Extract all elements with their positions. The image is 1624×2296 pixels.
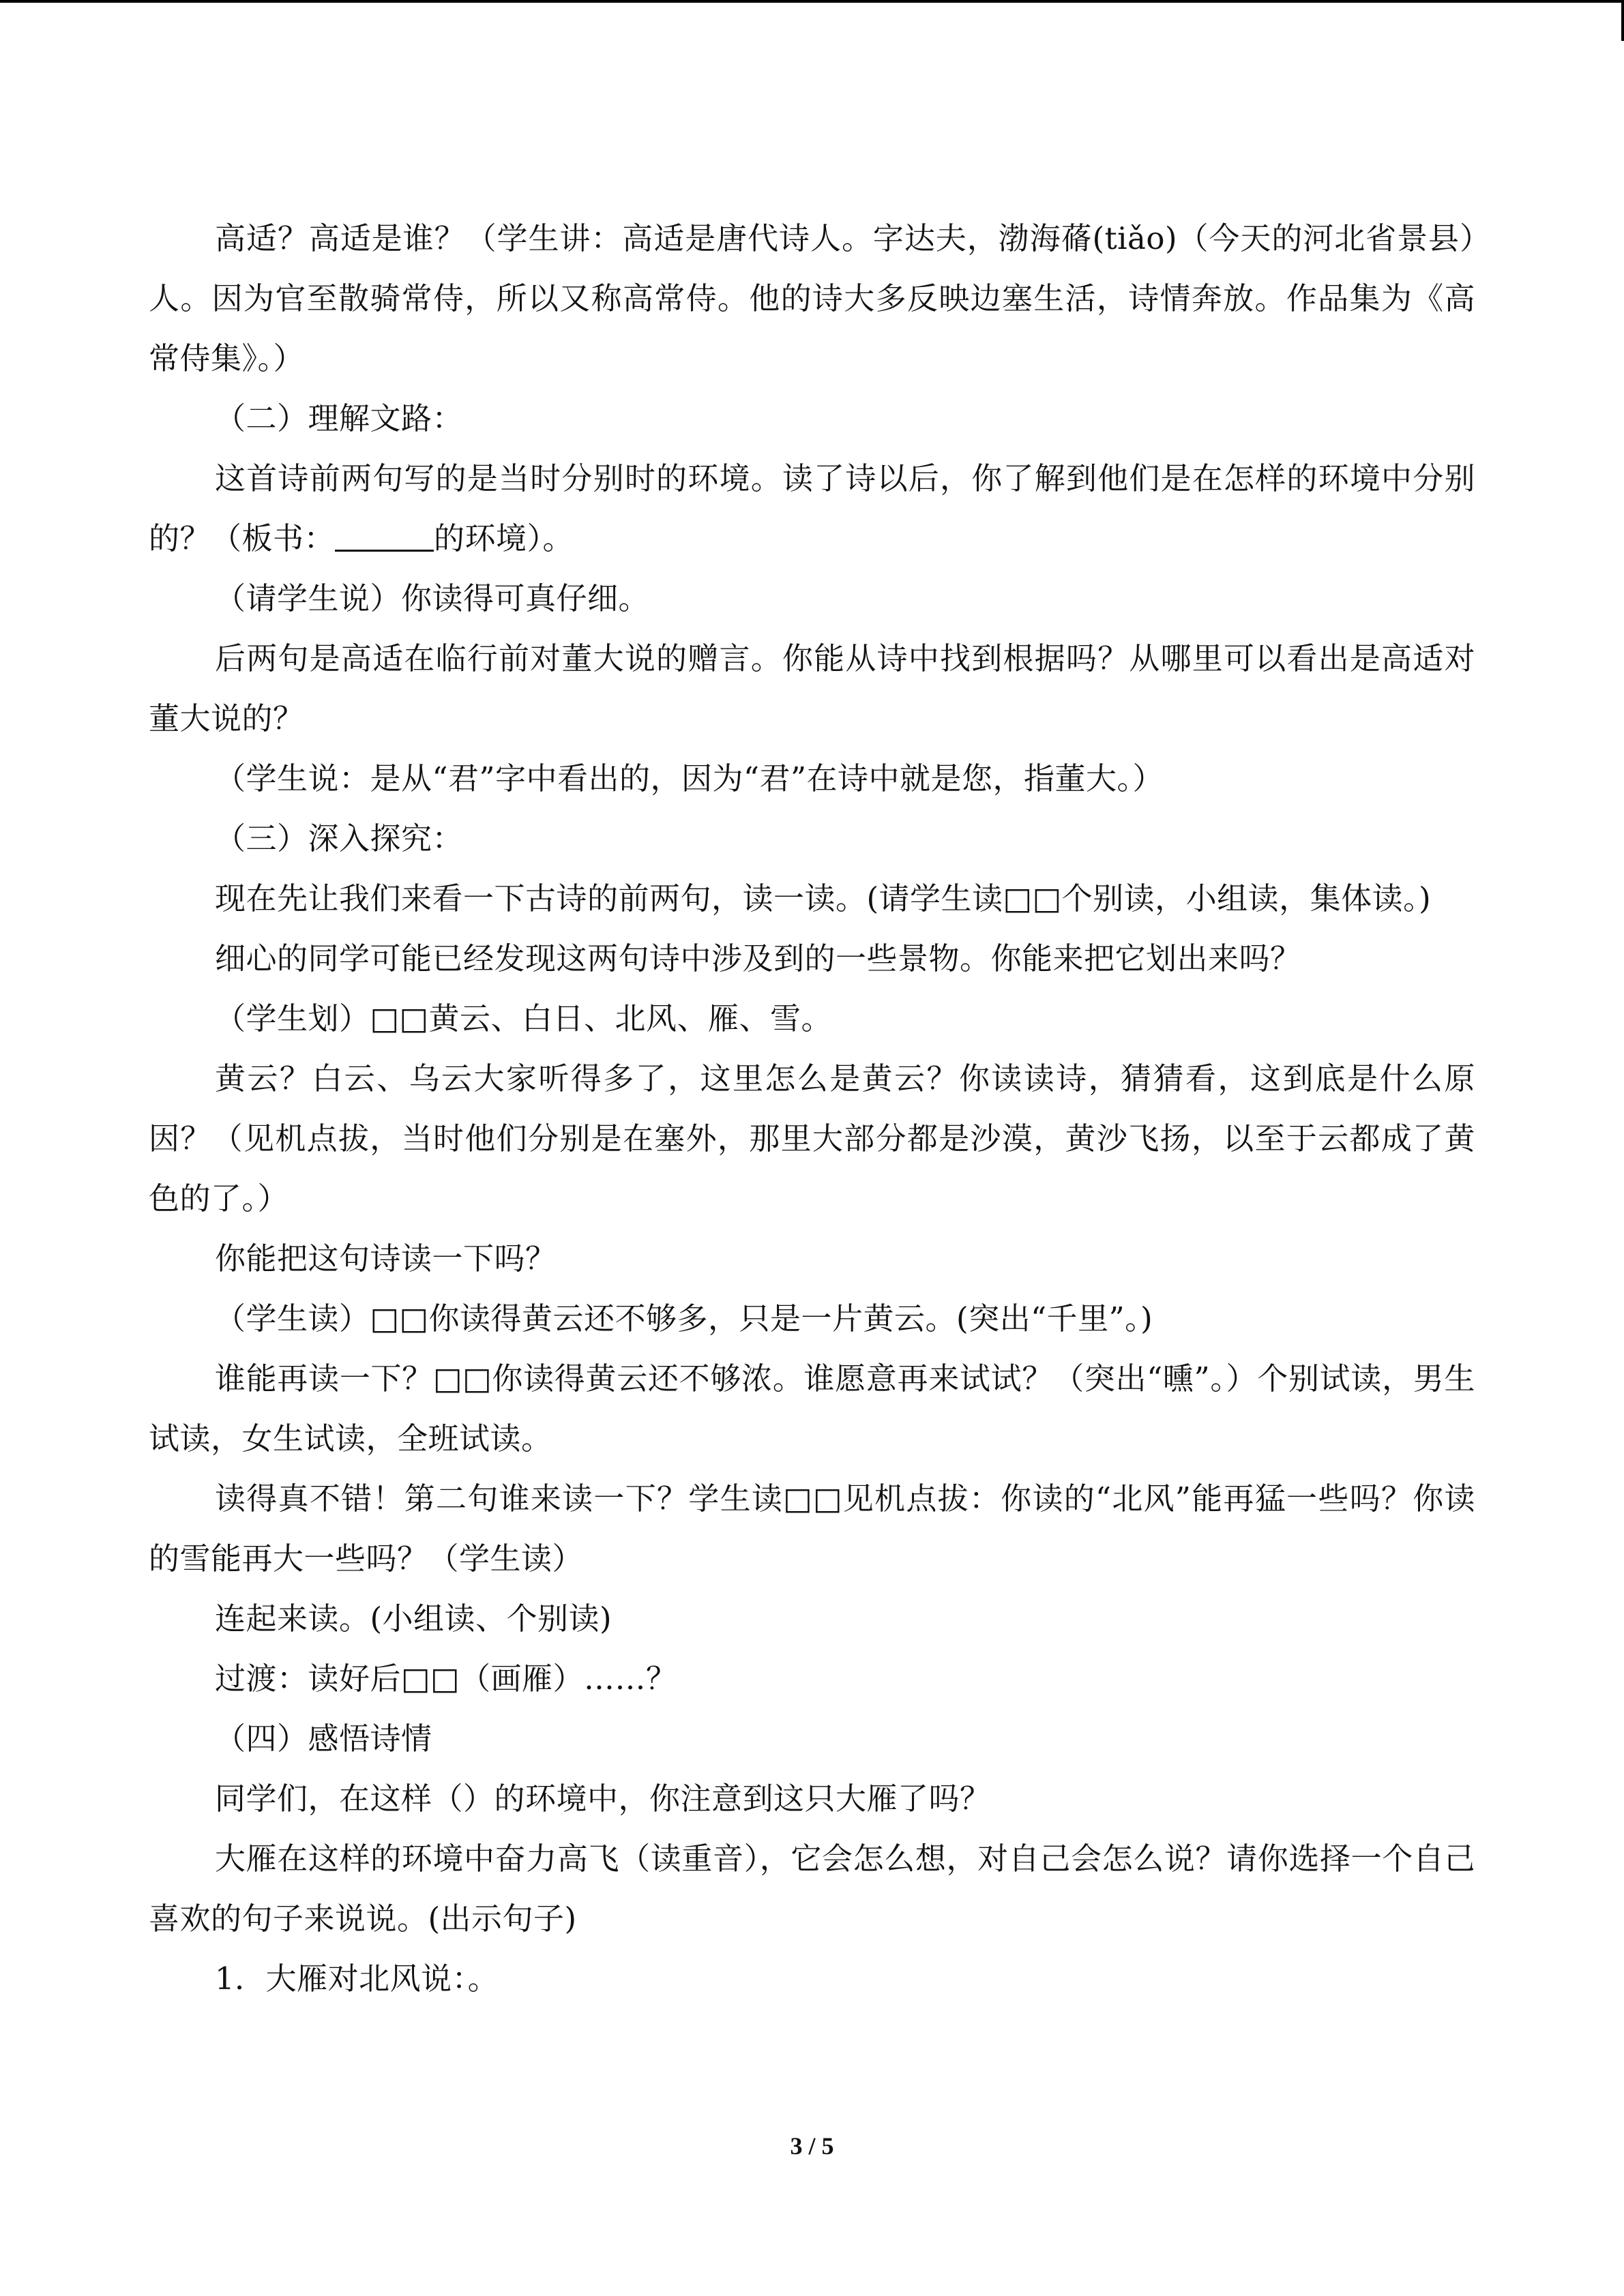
paragraph-student-read-1: （学生读）□□你读得黄云还不够多，只是一片黄云。(突出“千里”。) [215, 1300, 1153, 1337]
paragraph-transition: 过渡：读好后□□（画雁）……？ [215, 1660, 677, 1697]
paragraph-find-scenery: 细心的同学可能已经发现这两句诗中涉及到的一些景物。你能来把它划出来吗？ [215, 940, 1301, 976]
paragraph-read-first-lines: 现在先让我们来看一下古诗的前两句，读一读。(请学生读□□个别读，小组读，集体读。) [215, 880, 1432, 916]
fill-in-blank [335, 522, 434, 552]
paragraph-read-together: 连起来读。(小组读、个别读) [215, 1600, 612, 1637]
list-item-goose-to-north-wind: 1．大雁对北风说：。 [215, 1960, 499, 1997]
paragraph-farewell-words: 后两句是高适在临行前对董大说的赠言。你能从诗中找到根据吗？从哪里可以看出是高适对董大说的？ [149, 640, 1475, 736]
top-border-line [0, 0, 1624, 3]
paragraph-read-line: 你能把这句诗读一下吗？ [215, 1240, 557, 1277]
heading-section-3: （三）深入探究： [215, 820, 464, 856]
paragraph-student-mark: （学生划）□□黄云、白日、北风、雁、雪。 [215, 1000, 833, 1037]
paragraph-environment-question [149, 449, 1475, 569]
heading-section-2: （二）理解文路： [215, 400, 464, 436]
paragraph-environment-question-tail: 的环境）。 [434, 520, 574, 556]
paragraph-goose-thoughts: 大雁在这样的环境中奋力高飞（读重音），它会怎么想，对自己会怎么说？请你选择一个自己喜欢的句子来说说。(出示句子) [149, 1840, 1475, 1937]
paragraph-read-again: 谁能再读一下？□□你读得黄云还不够浓。谁愿意再来试试？（突出“曛”。）个别试读，男生试读，女生试读，全班试读。 [149, 1360, 1475, 1457]
right-border-line [1621, 0, 1624, 41]
paragraph-environment-question-text: 这首诗前两句写的是当时分别时的环境。读了诗以后，你了解到他们是在怎样的环境中分别的？（板书： [149, 460, 1475, 556]
paragraph-praise-1: （请学生说）你读得可真仔细。 [215, 580, 650, 616]
paragraph-intro-gaoshi: 高适？高适是谁？（学生讲：高适是唐代诗人。字达夫，渤海蓨(tiǎo)（今天的河北省景县）人。因为官至散骑常侍，所以又称高常侍。他的诗大多反映边塞生活，诗情奔放。作品集为《高常侍集》。） [149, 220, 1475, 376]
body-text [149, 209, 1475, 2009]
paragraph-student-answer-jun: （学生说：是从“君”字中看出的，因为“君”在诗中就是您，指董大。） [215, 760, 1164, 796]
paragraph-yellow-clouds: 黄云？白云、乌云大家听得多了，这里怎么是黄云？你读读诗，猜猜看，这到底是什么原因？（见机点拔，当时他们分别是在塞外，那里大部分都是沙漠，黄沙飞扬，以至于云都成了黄色的了。） [149, 1060, 1475, 1217]
heading-section-4: （四）感悟诗情 [215, 1720, 432, 1757]
paragraph-notice-goose: 同学们，在这样（）的环境中，你注意到这只大雁了吗？ [215, 1780, 991, 1817]
page-number: 3 / 5 [790, 2132, 834, 2160]
paragraph-second-line: 读得真不错！第二句谁来读一下？学生读□□见机点拔：你读的“北风”能再猛一些吗？你读的雪能再大一些吗？（学生读） [149, 1480, 1475, 1577]
